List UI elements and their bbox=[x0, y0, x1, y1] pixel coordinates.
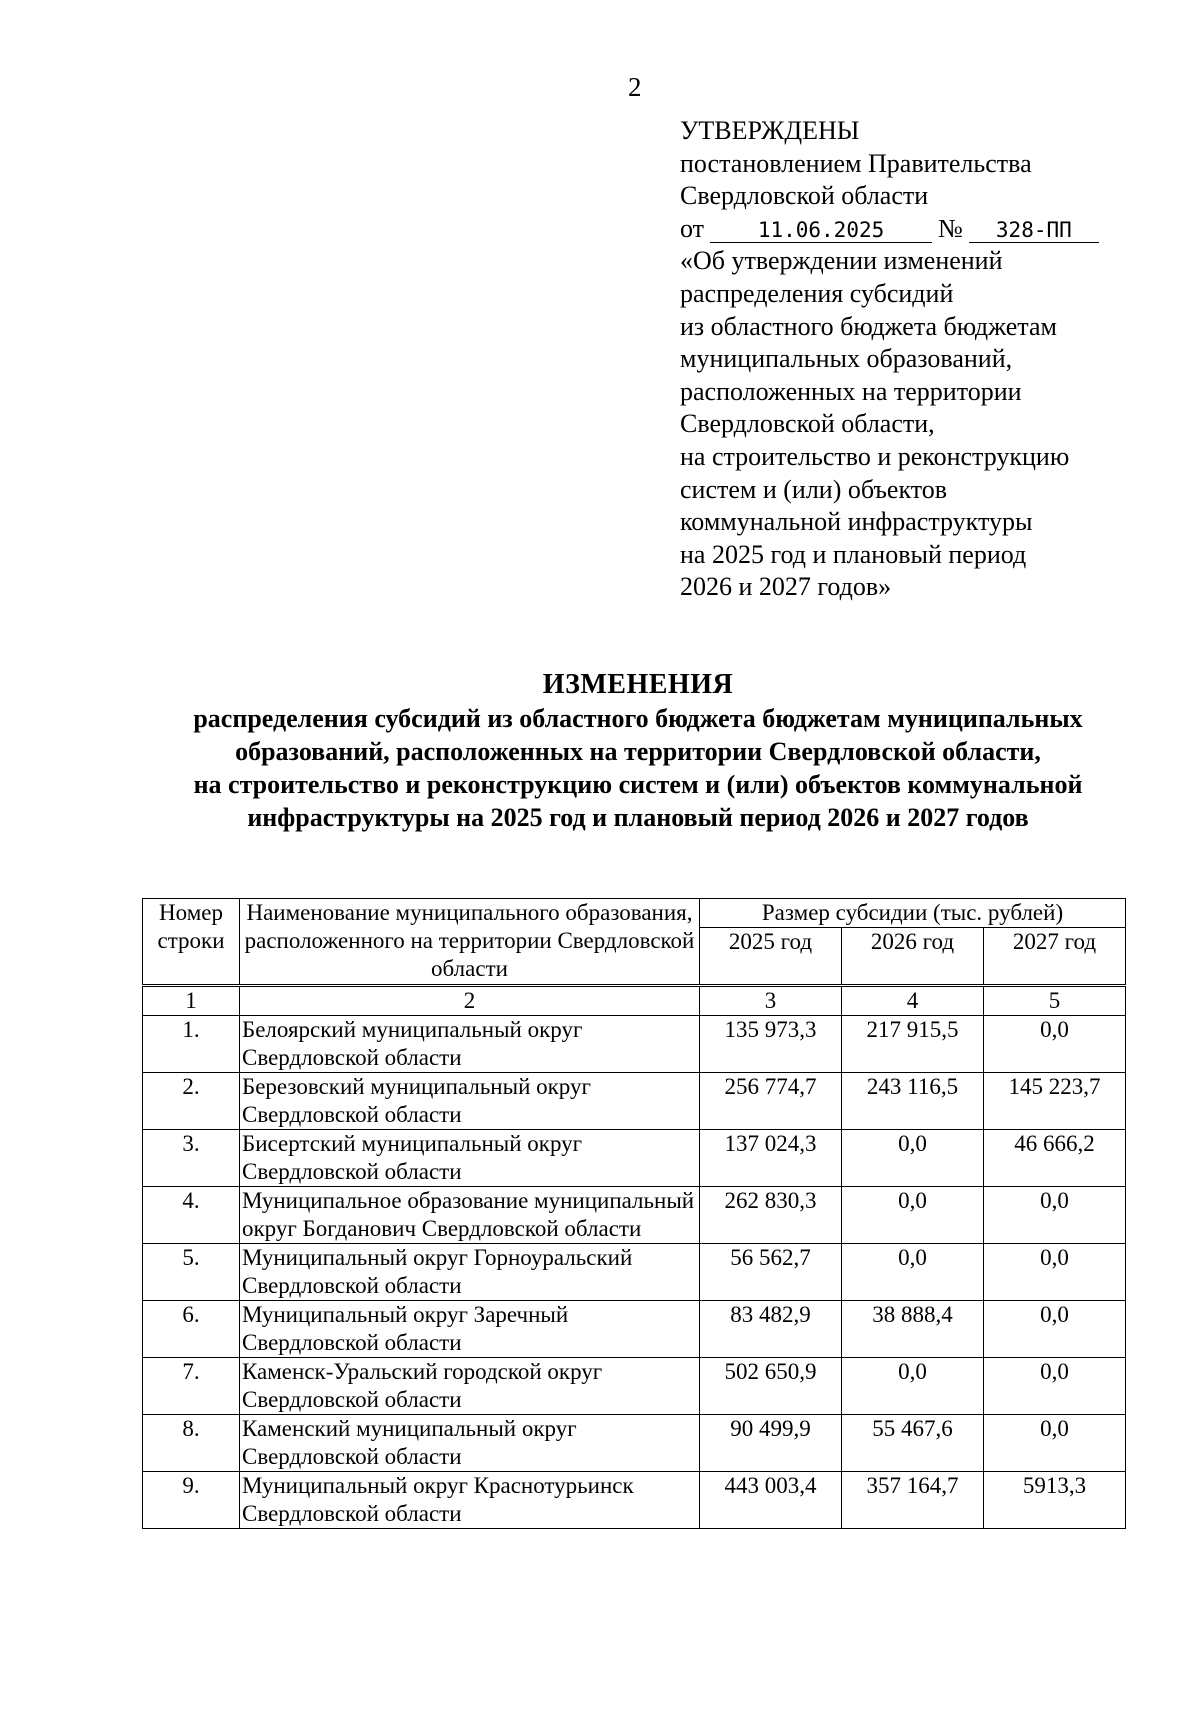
subsidy-2026: 0,0 bbox=[842, 1130, 984, 1187]
col-number: 4 bbox=[842, 986, 984, 1016]
page-number: 2 bbox=[628, 72, 642, 102]
municipality-name: Муниципальный округ Горноуральский Свердловской области bbox=[240, 1244, 700, 1301]
approval-about-line: на 2025 год и плановый период bbox=[680, 539, 1027, 569]
subsidy-2025: 83 482,9 bbox=[700, 1301, 842, 1358]
subsidy-2027: 0,0 bbox=[984, 1415, 1126, 1472]
table-row bbox=[143, 1301, 1126, 1358]
approval-about-line: коммунальной инфраструктуры bbox=[680, 507, 1033, 537]
subsidy-2026: 243 116,5 bbox=[842, 1073, 984, 1130]
subsidy-2025: 256 774,7 bbox=[700, 1073, 842, 1130]
subsidy-2027: 0,0 bbox=[984, 1016, 1126, 1073]
heading-line: инфраструктуры на 2025 год и плановый период 2026 и 2027 годов bbox=[247, 803, 1029, 832]
municipality-name: Муниципальный округ Заречный Свердловской области bbox=[240, 1301, 700, 1358]
municipality-name: Бисертский муниципальный округ Свердловской области bbox=[240, 1130, 700, 1187]
table-row bbox=[143, 1130, 1126, 1187]
row-number: 7. bbox=[143, 1358, 240, 1415]
col-number: 1 bbox=[143, 986, 240, 1016]
header-2027: 2027 год bbox=[984, 928, 1126, 986]
subsidy-2026: 38 888,4 bbox=[842, 1301, 984, 1358]
header-2025: 2025 год bbox=[700, 928, 842, 986]
heading-line: распределения субсидий из областного бюджета бюджетам муниципальных bbox=[193, 704, 1083, 733]
approval-about-line: расположенных на территории bbox=[680, 376, 1022, 406]
table-row bbox=[143, 1187, 1126, 1244]
subsidy-2025: 262 830,3 bbox=[700, 1187, 842, 1244]
row-number: 9. bbox=[143, 1472, 240, 1529]
municipality-name: Березовский муниципальный округ Свердловской области bbox=[240, 1073, 700, 1130]
table-row bbox=[143, 1472, 1126, 1529]
approval-title: УТВЕРЖДЕНЫ bbox=[680, 116, 860, 145]
subsidy-2027: 46 666,2 bbox=[984, 1130, 1126, 1187]
subsidy-2027: 0,0 bbox=[984, 1244, 1126, 1301]
municipality-name: Муниципальный округ Краснотурьинск Свердловской области bbox=[240, 1472, 700, 1529]
subsidies-table bbox=[142, 898, 1126, 1529]
col-number: 5 bbox=[984, 986, 1126, 1016]
subsidy-2026: 217 915,5 bbox=[842, 1016, 984, 1073]
subsidy-2025: 90 499,9 bbox=[700, 1415, 842, 1472]
heading-line: на строительство и реконструкцию систем и (или) объектов коммунальной bbox=[193, 770, 1083, 799]
row-number: 8. bbox=[143, 1415, 240, 1472]
municipality-name: Белоярский муниципальный округ Свердловской области bbox=[240, 1016, 700, 1073]
number-label: № bbox=[938, 213, 963, 243]
table-row bbox=[143, 1358, 1126, 1415]
row-number: 2. bbox=[143, 1073, 240, 1130]
column-number-row bbox=[143, 986, 1126, 1016]
decree-number: 328-ПП bbox=[969, 218, 1099, 243]
subsidy-2025: 502 650,9 bbox=[700, 1358, 842, 1415]
decree-date: 11.06.2025 bbox=[710, 218, 932, 243]
row-number: 3. bbox=[143, 1130, 240, 1187]
municipality-name: Каменск-Уральский городской округ Свердловской области bbox=[240, 1358, 700, 1415]
approval-block bbox=[680, 115, 1150, 604]
subsidy-2025: 56 562,7 bbox=[700, 1244, 842, 1301]
table-row bbox=[143, 1016, 1126, 1073]
document-heading bbox=[120, 668, 1156, 834]
from-label: от bbox=[680, 213, 705, 243]
row-number: 4. bbox=[143, 1187, 240, 1244]
subsidy-2026: 0,0 bbox=[842, 1358, 984, 1415]
subsidy-2026: 0,0 bbox=[842, 1244, 984, 1301]
municipality-name: Муниципальное образование муниципальный округ Богданович Свердловской области bbox=[240, 1187, 700, 1244]
col-number: 3 bbox=[700, 986, 842, 1016]
approval-about-line: «Об утверждении изменений bbox=[680, 246, 1003, 276]
approval-about-line: на строительство и реконструкцию bbox=[680, 441, 1070, 471]
table-row bbox=[143, 1073, 1126, 1130]
approval-about-line: из областного бюджета бюджетам bbox=[680, 311, 1057, 341]
subsidy-2027: 5913,3 bbox=[984, 1472, 1126, 1529]
header-subsidy: Размер субсидии (тыс. рублей) bbox=[700, 899, 1126, 928]
table-row bbox=[143, 1415, 1126, 1472]
table-header-row bbox=[143, 899, 1126, 928]
approval-about-line: муниципальных образований, bbox=[680, 344, 1013, 374]
municipality-name: Каменский муниципальный округ Свердловской области bbox=[240, 1415, 700, 1472]
heading-line: образований, расположенных на территории Свердловской области, bbox=[235, 737, 1041, 766]
header-name: Наименование муниципального образования, расположенного на территории Свердловской области bbox=[240, 899, 700, 986]
approval-about-line: 2026 и 2027 годов» bbox=[680, 572, 892, 602]
row-number: 6. bbox=[143, 1301, 240, 1358]
subsidy-2027: 145 223,7 bbox=[984, 1073, 1126, 1130]
subsidy-2026: 357 164,7 bbox=[842, 1472, 984, 1529]
row-number: 1. bbox=[143, 1016, 240, 1073]
approval-date-line bbox=[680, 213, 1150, 246]
subsidy-2026: 0,0 bbox=[842, 1187, 984, 1244]
subsidy-2027: 0,0 bbox=[984, 1187, 1126, 1244]
heading-title: ИЗМЕНЕНИЯ bbox=[542, 669, 734, 700]
subsidy-2025: 135 973,3 bbox=[700, 1016, 842, 1073]
approval-about-line: распределения субсидий bbox=[680, 278, 954, 308]
approval-about-line: Свердловской области, bbox=[680, 409, 935, 439]
subsidy-2027: 0,0 bbox=[984, 1358, 1126, 1415]
subsidy-2026: 55 467,6 bbox=[842, 1415, 984, 1472]
subsidy-2027: 0,0 bbox=[984, 1301, 1126, 1358]
subsidy-2025: 443 003,4 bbox=[700, 1472, 842, 1529]
subsidy-2025: 137 024,3 bbox=[700, 1130, 842, 1187]
header-2026: 2026 год bbox=[842, 928, 984, 986]
header-row-no: Номер строки bbox=[143, 899, 240, 986]
approval-line: постановлением Правительства bbox=[680, 148, 1032, 178]
col-number: 2 bbox=[240, 986, 700, 1016]
approval-about-line: систем и (или) объектов bbox=[680, 474, 948, 504]
table-row bbox=[143, 1244, 1126, 1301]
row-number: 5. bbox=[143, 1244, 240, 1301]
approval-line: Свердловской области bbox=[680, 181, 929, 211]
